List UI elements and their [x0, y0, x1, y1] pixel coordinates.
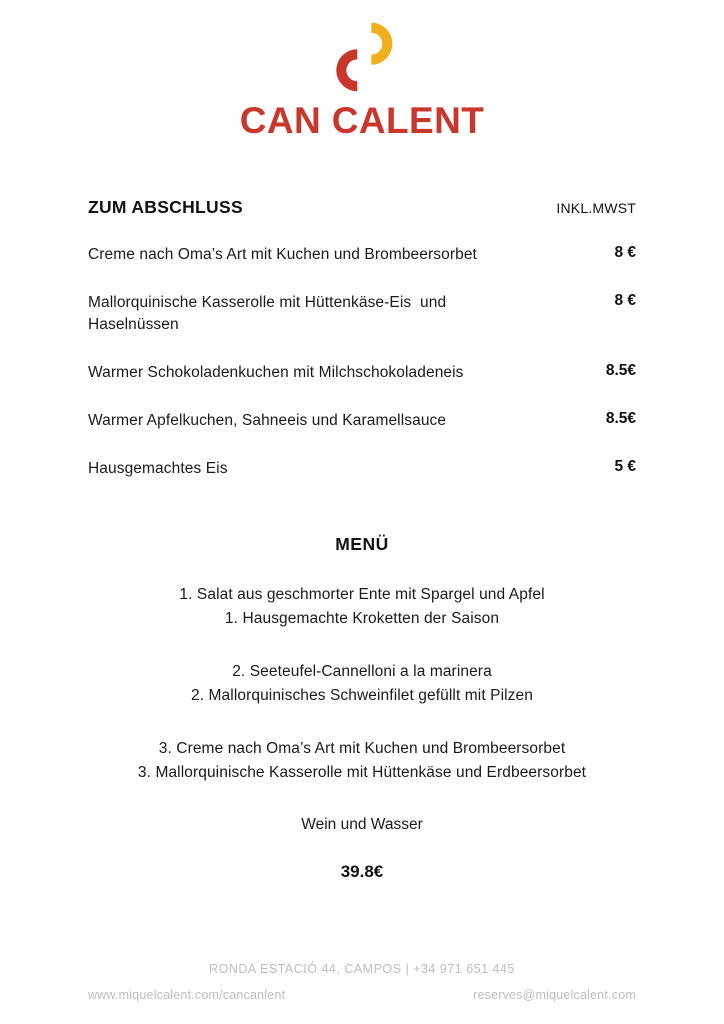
page-footer [0, 962, 724, 1002]
dish-name: Warmer Apfelkuchen, Sahneeis und Karamellsauce [88, 412, 447, 429]
course-group-3 [88, 737, 636, 786]
course-line: 1. Hausgemachte Kroketten der Saison [224, 610, 500, 628]
dish-row [88, 292, 636, 336]
menu-title: MENÜ [335, 534, 389, 554]
menu-drinks: Wein und Wasser [301, 815, 423, 833]
section-header [88, 197, 636, 218]
brand-wordmark: CAN CALENT [239, 100, 485, 141]
dish-price: 8 € [614, 244, 636, 261]
menu-price: 39.8€ [340, 861, 384, 881]
footer-address: RONDA ESTACIÓ 44, CAMPOS | +34 971 651 445 [209, 962, 515, 976]
course-group-2 [88, 660, 636, 709]
course-line: 2. Mallorquinisches Schweinfilet gefüllt mit Pilzen [191, 687, 533, 705]
footer-links [88, 988, 636, 1002]
brand-header [0, 0, 724, 139]
course-line: 1. Salat aus geschmorter Ente mit Spargel und Apfel [179, 586, 545, 603]
dish-price: 5 € [614, 458, 636, 475]
can-calent-double-c-logo-icon [323, 18, 401, 96]
dish-list [88, 244, 636, 480]
course-line: 2. Seeteufel-Cannelloni a la marinera [232, 662, 492, 680]
dish-row [88, 244, 636, 266]
dish-row [88, 362, 636, 384]
footer-website-link[interactable]: www.miquelcalent.com/cancanlent [88, 988, 286, 1002]
course-line: 3. Mallorquinische Kasserolle mit Hüttenkäse und Erdbeersorbet [137, 764, 587, 782]
course-group-1 [88, 583, 636, 632]
dish-price: 8.5€ [605, 410, 636, 427]
dish-name: Warmer Schokoladenkuchen mit Milchschokoladeneis [88, 364, 464, 381]
course-line: 3. Creme nach Oma’s Art mit Kuchen und Brombeersorbet [158, 739, 566, 757]
dish-price: 8 € [614, 292, 636, 309]
tax-note: INKL.MWST [556, 200, 636, 216]
section-title: ZUM ABSCHLUSS [88, 197, 243, 217]
dish-name: Mallorquinische Kasserolle mit Hüttenkäse-Eis und Haselnüssen [88, 294, 451, 333]
dish-name: Hausgemachtes Eis [88, 460, 228, 477]
dish-row [88, 410, 636, 432]
dish-row [88, 458, 636, 480]
prix-fixe-menu [88, 534, 636, 882]
dish-name: Creme nach Oma’s Art mit Kuchen und Brombeersorbet [88, 246, 477, 263]
footer-email-link[interactable]: reserves@miquelcalent.com [473, 988, 636, 1002]
menu-content [0, 197, 724, 882]
dish-price: 8.5€ [605, 362, 636, 379]
